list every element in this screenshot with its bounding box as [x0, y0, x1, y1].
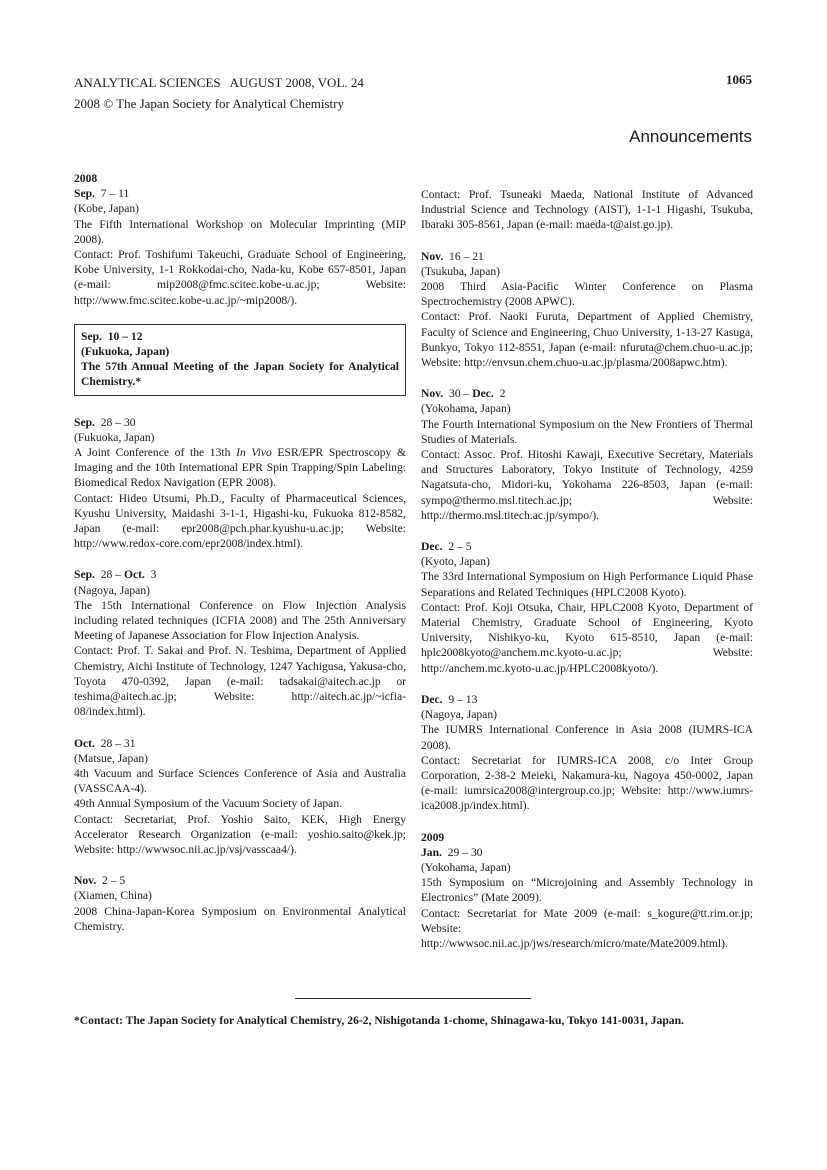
event-contact: Contact: Hideo Utsumi, Ph.D., Faculty of Pharmaceutical Sciences, Kyushu University, Maidashi 3-1-1, Higashi-ku, Fukuoka 812-8582, Japan (e-mail: epr2008@pch.phar.kyushu-u.ac.jp; Website: http://www.redox-core.com/epr2008/index.html). [74, 491, 406, 551]
event-entry [421, 692, 753, 814]
event-place: (Yokohama, Japan) [421, 402, 511, 416]
highlighted-event-box [74, 324, 406, 396]
event-title: A Joint Conference of the 13th In Vivo ESR/EPR Spectroscopy & Imaging and the 10th International EPR Spin Trapping/Spin Labeling: Biomedical Redox Navigation (EPR 2008). [74, 446, 406, 490]
event-date: Sep. 28 – Oct. 3 [74, 568, 157, 582]
event-place: (Matsue, Japan) [74, 751, 149, 765]
event-contact: Contact: Secretariat, Prof. Yoshio Saito, KEK, High Energy Accelerator Research Organization (e-mail: yoshio.saito@kek.jp; Website: http://wwwsoc.nii.ac.jp/vsj/vasscaa4/). [74, 812, 406, 856]
event-contact: Contact: Assoc. Prof. Hitoshi Kawaji, Executive Secretary, Materials and Structures Laboratory, Tokyo Institute of Technology, 4259 Nagatsuta-cho, Midori-ku, Yokohama 226-8503, Japan (e-mail: sympo@thermo.msl.titech.ac.jp; Website: http://thermo.msl.titech.ac.jp/sympo/). [421, 448, 753, 522]
event-entry [421, 845, 753, 951]
footnote-divider [295, 998, 531, 999]
event-contact: Contact: Secretariat for IUMRS-ICA 2008, c/o Inter Group Corporation, 2-38-2 Meieki, Nakamura-ku, Nagoya 450-0002, Japan (e-mail: iumrsica2008@intergroup.co.jp; Website: http://www.iumrs-ica2008.jp/index.html). [421, 753, 753, 813]
event-date: Sep. 28 – 30 [74, 415, 136, 429]
event-date: Oct. 28 – 31 [74, 736, 136, 750]
page-number: 1065 [726, 72, 752, 87]
event-place: (Nagoya, Japan) [74, 583, 150, 597]
section-title: Announcements [629, 127, 752, 146]
footnote: *Contact: The Japan Society for Analytical Chemistry, 26-2, Nishigotanda 1-chome, Shinagawa-ku, Tokyo 141-0031, Japan. [74, 1014, 684, 1027]
event-date: Dec. 9 – 13 [421, 692, 478, 706]
event-contact: Contact: Prof. Naoki Furuta, Department of Applied Chemistry, Faculty of Science and Engineering, Chuo University, 1-13-27 Kasuga, Bunkyo, Tokyo 112-8551, Japan (e-mail: nfuruta@chem.chuo-u.ac.jp; Website: http://envsun.chem.chuo-u.ac.jp/plasma/2008apwc.htm). [421, 310, 753, 370]
event-place: (Yokohama, Japan) [421, 860, 511, 874]
event-contact: Contact: Prof. Toshifumi Takeuchi, Graduate School of Engineering, Kobe University, 1-1 Rokkodai-cho, Nada-ku, Kobe 657-8501, Japan (e-mail: mip2008@fmc.scitec.kobe-u.ac.jp; Website: http://www.fmc.scitec.kobe-u.ac.jp/~mip2008/). [74, 248, 406, 307]
left-column [74, 171, 406, 950]
running-header [74, 72, 364, 114]
event-title: 2008 Third Asia-Pacific Winter Conference on Plasma Spectrochemistry (2008 APWC). [421, 280, 753, 309]
event-title: The Fourth International Symposium on the New Frontiers of Thermal Studies of Materials. [421, 417, 753, 446]
event-place: (Kobe, Japan) [74, 202, 140, 216]
event-place: (Fukuoka, Japan) [81, 345, 170, 359]
event-place: (Nagoya, Japan) [421, 708, 497, 722]
event-date: Sep. 10 – 12 [81, 329, 143, 343]
event-title: 15th Symposium on “Microjoining and Assembly Technology in Electronics” (Mate 2009). [421, 876, 753, 905]
event-title: The Fifth International Workshop on Molecular Imprinting (MIP 2008). [74, 217, 406, 246]
event-title: 4th Vacuum and Surface Sciences Conference of Asia and Australia (VASSCAA-4). [74, 766, 406, 796]
event-entry [421, 386, 753, 523]
event-entry [74, 567, 406, 719]
event-entry [421, 539, 753, 676]
event-title: The 33rd International Symposium on High Performance Liquid Phase Separations and Related Techniques (HPLC2008 Kyoto). [421, 570, 753, 599]
year-heading: 2009 [421, 830, 445, 844]
event-date: Nov. 2 – 5 [74, 874, 126, 888]
event-place: (Kyoto, Japan) [421, 555, 490, 569]
right-column [421, 187, 753, 967]
event-date: Sep. 7 – 11 [74, 187, 130, 201]
event-contact: Contact: Prof. Tsuneaki Maeda, National Institute of Advanced Industrial Science and Technology (AIST), 1-1-1 Higashi, Tsukuba, Ibaraki 305-8561, Japan (e-mail: maeda-t@aist.go.jp). [421, 188, 753, 232]
event-contact: Contact: Secretariat for Mate 2009 (e-mail: s_kogure@tt.rim.or.jp; Website: http://wwwsoc.nii.ac.jp/jws/research/micro/mate/Mate2009.html). [421, 906, 753, 950]
event-contact: Contact: Prof. Koji Otsuka, Chair, HPLC2008 Kyoto, Department of Material Chemistry, Graduate School of Engineering, Kyoto University, Nishikyo-ku, Kyoto 615-8510, Japan (e-mail: hplc2008kyoto@anchem.mc.kyoto-u.ac.jp; Website: http://anchem.mc.kyoto-u.ac.jp/HPLC2008kyoto/). [421, 600, 753, 675]
event-place: (Xiamen, China) [74, 889, 152, 903]
copyright-line: 2008 © The Japan Society for Analytical Chemistry [74, 96, 344, 111]
event-entry [74, 415, 406, 552]
event-place: (Tsukuba, Japan) [421, 264, 501, 278]
event-date: Nov. 16 – 21 [421, 249, 484, 263]
event-entry [74, 873, 406, 934]
event-place: (Fukuoka, Japan) [74, 430, 155, 444]
event-entry [74, 736, 406, 858]
year-heading: 2008 [74, 172, 98, 185]
event-entry-continued [421, 187, 753, 233]
event-date: Dec. 2 – 5 [421, 540, 472, 554]
event-entry [421, 249, 753, 371]
event-title: The IUMRS International Conference in Asia 2008 (IUMRS-ICA 2008). [421, 723, 753, 752]
journal-line: ANALYTICAL SCIENCES AUGUST 2008, VOL. 24 [74, 75, 364, 90]
event-title-secondary: 49th Annual Symposium of the Vacuum Society of Japan. [74, 797, 343, 811]
event-title: The 57th Annual Meeting of the Japan Society for Analytical Chemistry.* [81, 360, 399, 389]
event-date: Jan. 29 – 30 [421, 845, 483, 859]
event-title: The 15th International Conference on Flow Injection Analysis including related techniques (ICFIA 2008) and The 25th Anniversary Meeting of Japanese Association for Flow Injection Analysis. [74, 598, 406, 643]
event-entry [74, 186, 406, 308]
event-date: Nov. 30 – Dec. 2 [421, 387, 506, 401]
event-contact: Contact: Prof. T. Sakai and Prof. N. Teshima, Department of Applied Chemistry, Aichi Institute of Technology, 1247 Yachigusa, Yakusa-cho, Toyota 470-0392, Japan (e-mail: tadsakai@aitech.ac.jp or teshima@aitech.ac.jp; Website: http://aitech.ac.jp/~icfia-08/index.html). [74, 644, 406, 719]
event-title: 2008 China-Japan-Korea Symposium on Environmental Analytical Chemistry. [74, 904, 406, 933]
